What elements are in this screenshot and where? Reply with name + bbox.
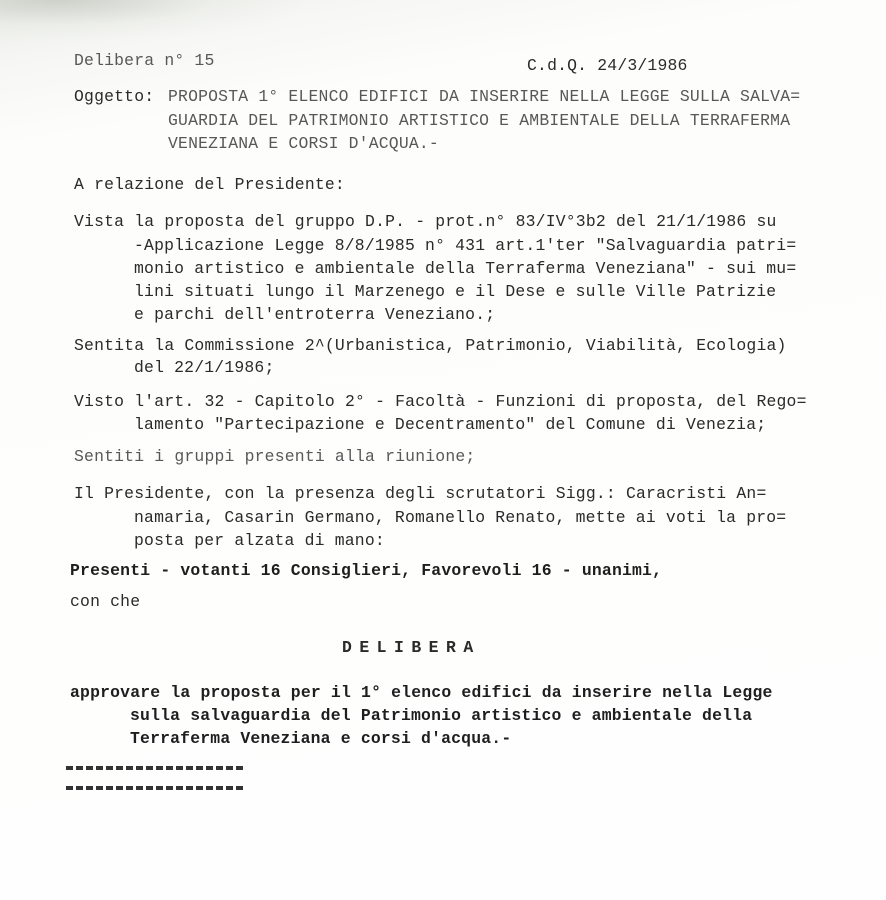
visto-line-2: lamento "Partecipazione e Decentramento" del Comune di Venezia; [134, 415, 767, 434]
con-che-line: con che [70, 592, 141, 611]
subject-label: Oggetto: [74, 87, 155, 106]
resolution-line-1: approvare la proposta per il 1° elenco edifici da inserire nella Legge [70, 683, 773, 702]
vista-line-5: e parchi dell'entroterra Veneziano.; [134, 305, 496, 324]
presidente-line-1: Il Presidente, con la presenza degli scrutatori Sigg.: Caracristi An= [74, 484, 767, 503]
sentita-line-2: del 22/1/1986; [134, 358, 275, 377]
resolution-line-3: Terraferma Veneziana e corsi d'acqua.- [130, 729, 512, 748]
scan-shadow [0, 0, 300, 40]
delibera-number: Delibera n° 15 [74, 51, 215, 70]
closing-rule-1 [66, 766, 246, 770]
vista-line-2: -Applicazione Legge 8/8/1985 n° 431 art.1'ter "Salvaguardia patri= [134, 236, 797, 255]
vista-line-4: lini situati lungo il Marzenego e il Dese e sulle Ville Patrizie [134, 282, 777, 301]
sentiti-line: Sentiti i gruppi presenti alla riunione; [74, 447, 476, 466]
session-date: C.d.Q. 24/3/1986 [527, 56, 688, 75]
vote-result-line: Presenti - votanti 16 Consiglieri, Favorevoli 16 - unanimi, [70, 561, 663, 580]
visto-line-1: Visto l'art. 32 - Capitolo 2° - Facoltà - Funzioni di proposta, del Rego= [74, 392, 807, 411]
sentita-line-1: Sentita la Commissione 2^(Urbanistica, Patrimonio, Viabilità, Ecologia) [74, 336, 787, 355]
subject-line-1: PROPOSTA 1° ELENCO EDIFICI DA INSERIRE NELLA LEGGE SULLA SALVA= [168, 87, 801, 106]
presidente-line-2: namaria, Casarin Germano, Romanello Renato, mette ai voti la pro= [134, 508, 787, 527]
intro-line: A relazione del Presidente: [74, 175, 345, 194]
subject-line-2: GUARDIA DEL PATRIMONIO ARTISTICO E AMBIENTALE DELLA TERRAFERMA [168, 111, 791, 130]
resolution-heading: DELIBERA [342, 638, 481, 657]
vista-line-3: monio artistico e ambientale della Terraferma Veneziana" - sui mu= [134, 259, 797, 278]
subject-line-3: VENEZIANA E CORSI D'ACQUA.- [168, 134, 439, 153]
closing-rule-2 [66, 786, 246, 790]
vista-line-1: Vista la proposta del gruppo D.P. - prot.n° 83/IV°3b2 del 21/1/1986 su [74, 212, 777, 231]
presidente-line-3: posta per alzata di mano: [134, 531, 385, 550]
resolution-line-2: sulla salvaguardia del Patrimonio artistico e ambientale della [130, 706, 753, 725]
